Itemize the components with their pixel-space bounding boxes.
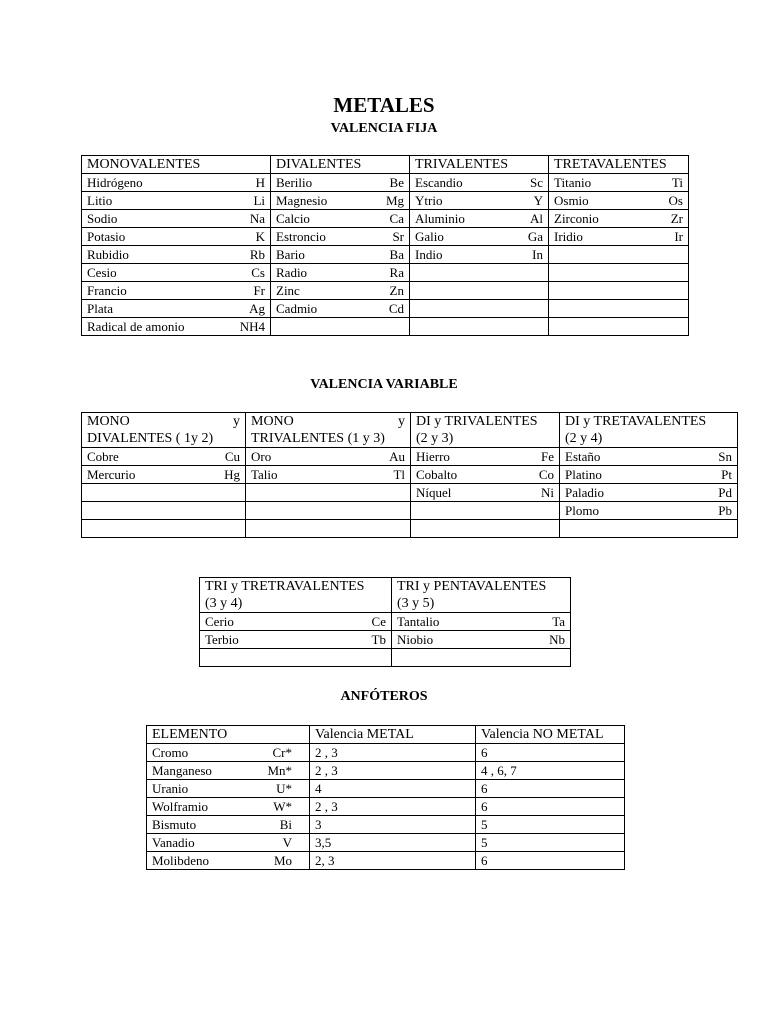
table-row — [82, 264, 689, 282]
element-cell — [410, 318, 549, 336]
element-symbol: H — [255, 175, 265, 190]
valencia-metal-cell: 3 — [310, 816, 476, 834]
header-line: (2 y 3) — [416, 431, 454, 446]
header-line: MONO — [87, 414, 130, 429]
element-symbol: Fr — [253, 283, 265, 298]
element-name: Rubidio — [87, 247, 129, 262]
table-header-row — [82, 413, 738, 448]
element-cell — [549, 192, 689, 210]
element-symbol: In — [532, 247, 543, 262]
element-cell — [271, 264, 410, 282]
element-name: Zinc — [276, 283, 300, 298]
table-row — [82, 192, 689, 210]
column-header: Valencia NO METAL — [476, 726, 625, 744]
element-cell — [82, 174, 271, 192]
element-name: Cobre — [87, 449, 119, 464]
element-cell — [82, 484, 246, 502]
element-symbol: Ir — [674, 229, 683, 244]
element-cell — [246, 520, 411, 538]
valencia-fija-table — [81, 155, 689, 336]
element-symbol: Cr* — [272, 745, 292, 760]
element-cell — [410, 174, 549, 192]
element-symbol: Na — [249, 211, 265, 226]
element-name: Bario — [276, 247, 305, 262]
element-cell — [560, 448, 738, 466]
table-row — [147, 744, 625, 762]
header-line: TRI y PENTAVALENTES — [397, 579, 547, 594]
valencia-metal-cell: 2, 3 — [310, 852, 476, 870]
element-symbol: K — [255, 229, 265, 244]
column-header: ELEMENTO — [147, 726, 310, 744]
element-cell — [392, 631, 571, 649]
element-symbol: Tl — [393, 467, 405, 482]
element-symbol: Ce — [371, 614, 386, 629]
element-cell — [549, 210, 689, 228]
valencia-metal-cell: 2 , 3 — [310, 762, 476, 780]
element-cell — [147, 852, 310, 870]
section-title-valencia-variable: VALENCIA VARIABLE — [310, 377, 458, 392]
element-symbol: Mo — [273, 853, 292, 868]
anfoteros-table — [146, 725, 625, 870]
element-cell — [147, 798, 310, 816]
element-cell — [271, 228, 410, 246]
element-symbol: Pd — [718, 485, 732, 500]
element-symbol: NH4 — [239, 319, 265, 334]
element-name: Francio — [87, 283, 127, 298]
element-name: Paladio — [565, 485, 604, 500]
table-row — [200, 631, 571, 649]
element-cell — [271, 318, 410, 336]
table-row — [147, 798, 625, 816]
element-symbol: Fe — [541, 449, 554, 464]
element-cell — [82, 228, 271, 246]
table-row — [82, 228, 689, 246]
valencia-no-metal-cell: 6 — [476, 852, 625, 870]
element-symbol: Ti — [671, 175, 683, 190]
element-cell — [411, 520, 560, 538]
valencia-metal-cell: 2 , 3 — [310, 744, 476, 762]
element-name: Terbio — [205, 632, 239, 647]
page-title: METALES — [333, 93, 435, 117]
element-name: Cesio — [87, 265, 117, 280]
table-row — [147, 816, 625, 834]
element-cell — [549, 228, 689, 246]
table-row — [82, 466, 738, 484]
element-name: Plomo — [565, 503, 599, 518]
column-header — [200, 578, 392, 613]
element-symbol: Ba — [389, 247, 404, 262]
element-cell — [411, 448, 560, 466]
element-name: Radical de amonio — [87, 319, 185, 334]
valencia-no-metal-cell: 6 — [476, 780, 625, 798]
element-name: Platino — [565, 467, 602, 482]
element-symbol: Sr — [392, 229, 404, 244]
header-line: y — [398, 414, 405, 429]
element-name: Ytrio — [415, 193, 443, 208]
header-line: TRI y TRETRAVALENTES — [205, 579, 365, 594]
element-cell — [271, 300, 410, 318]
element-name: Molibdeno — [152, 853, 210, 868]
valencia-metal-cell: 4 — [310, 780, 476, 798]
element-cell — [549, 246, 689, 264]
element-cell — [200, 613, 392, 631]
valencia-no-metal-cell: 6 — [476, 798, 625, 816]
element-cell — [82, 282, 271, 300]
element-cell — [147, 834, 310, 852]
element-cell — [82, 520, 246, 538]
valencia-metal-cell: 2 , 3 — [310, 798, 476, 816]
column-header: TRETAVALENTES — [549, 156, 689, 174]
element-symbol: Co — [538, 467, 554, 482]
element-cell — [560, 484, 738, 502]
element-name: Tantalio — [397, 614, 440, 629]
element-name: Manganeso — [152, 763, 212, 778]
element-name: Iridio — [554, 229, 583, 244]
element-cell — [147, 816, 310, 834]
element-name: Potasio — [87, 229, 126, 244]
element-name: Cobalto — [416, 467, 458, 482]
element-cell — [246, 466, 411, 484]
element-cell — [82, 246, 271, 264]
element-cell — [246, 502, 411, 520]
element-cell — [549, 282, 689, 300]
valencia-no-metal-cell: 4 , 6, 7 — [476, 762, 625, 780]
header-line: (3 y 5) — [397, 596, 435, 611]
element-name: Cromo — [152, 745, 189, 760]
column-header — [560, 413, 738, 448]
valencia-variable-table — [81, 412, 738, 538]
element-cell — [410, 246, 549, 264]
valencia-no-metal-cell: 6 — [476, 744, 625, 762]
element-name: Oro — [251, 449, 272, 464]
element-symbol: Rb — [249, 247, 265, 262]
element-name: Wolframio — [152, 799, 208, 814]
table-header-row — [200, 578, 571, 613]
column-header — [392, 578, 571, 613]
element-symbol: Li — [253, 193, 265, 208]
element-name: Cerio — [205, 614, 234, 629]
element-cell — [560, 502, 738, 520]
element-name: Titanio — [554, 175, 592, 190]
element-symbol: Hg — [224, 467, 240, 482]
element-cell — [410, 192, 549, 210]
tri-tetra-penta-table — [199, 577, 571, 667]
element-symbol: W* — [273, 799, 292, 814]
element-symbol: Ag — [249, 301, 265, 316]
header-line: DIVALENTES ( 1y 2) — [87, 431, 214, 446]
element-symbol: Tb — [371, 632, 386, 647]
element-symbol: Cu — [224, 449, 240, 464]
header-line: DI y TRIVALENTES — [416, 414, 538, 429]
element-symbol: Ta — [552, 614, 565, 629]
element-name: Níquel — [416, 485, 452, 500]
element-symbol: Mn* — [267, 763, 292, 778]
valencia-metal-cell: 3,5 — [310, 834, 476, 852]
element-name: Plata — [87, 301, 113, 316]
section-title-anfoteros: ANFÓTEROS — [340, 689, 428, 704]
element-cell — [82, 318, 271, 336]
element-cell — [271, 174, 410, 192]
element-symbol: Bi — [279, 817, 292, 832]
element-symbol: Pt — [721, 467, 732, 482]
header-line: DI y TRETAVALENTES — [565, 414, 707, 429]
element-name: Osmio — [554, 193, 589, 208]
element-cell — [271, 246, 410, 264]
element-cell — [549, 174, 689, 192]
element-cell — [271, 282, 410, 300]
element-cell — [82, 466, 246, 484]
table-row — [200, 613, 571, 631]
element-symbol: Cd — [388, 301, 404, 316]
column-header — [246, 413, 411, 448]
table-row — [82, 318, 689, 336]
element-cell — [410, 282, 549, 300]
element-symbol: Ni — [541, 485, 554, 500]
element-cell — [549, 300, 689, 318]
element-symbol: Pb — [718, 503, 732, 518]
element-name: Berilio — [276, 175, 313, 190]
column-header: DIVALENTES — [271, 156, 410, 174]
column-header: MONOVALENTES — [82, 156, 271, 174]
element-name: Mercurio — [87, 467, 136, 482]
element-name: Magnesio — [276, 193, 328, 208]
table-row — [82, 246, 689, 264]
element-cell — [147, 762, 310, 780]
column-header: TRIVALENTES — [410, 156, 549, 174]
table-row — [200, 649, 571, 667]
element-cell — [560, 466, 738, 484]
element-symbol: Au — [389, 449, 405, 464]
element-cell — [410, 300, 549, 318]
element-cell — [411, 466, 560, 484]
element-symbol: Os — [668, 193, 683, 208]
element-symbol: Zn — [389, 283, 404, 298]
header-line: MONO — [251, 414, 294, 429]
element-name: Indio — [415, 247, 443, 262]
element-symbol: Be — [389, 175, 404, 190]
element-cell — [147, 744, 310, 762]
element-symbol: U* — [276, 781, 292, 796]
table-row — [82, 448, 738, 466]
element-symbol: Ca — [389, 211, 404, 226]
element-name: Sodio — [87, 211, 118, 226]
header-line: (2 y 4) — [565, 431, 603, 446]
table-row — [82, 174, 689, 192]
header-line: (3 y 4) — [205, 596, 243, 611]
table-row — [82, 210, 689, 228]
element-symbol: Mg — [385, 193, 404, 208]
element-cell — [147, 780, 310, 798]
element-name: Galio — [415, 229, 444, 244]
element-name: Bismuto — [152, 817, 197, 832]
element-cell — [82, 192, 271, 210]
element-name: Hidrógeno — [87, 175, 143, 190]
element-symbol: Al — [530, 211, 543, 226]
element-name: Uranio — [152, 781, 189, 796]
header-line: y — [233, 414, 240, 429]
element-symbol: Ra — [389, 265, 404, 280]
element-name: Estaño — [565, 449, 601, 464]
element-cell — [410, 228, 549, 246]
element-symbol: Ga — [527, 229, 543, 244]
element-cell — [82, 502, 246, 520]
element-name: Vanadio — [152, 835, 195, 850]
table-row — [147, 780, 625, 798]
element-cell — [82, 264, 271, 282]
element-cell — [410, 264, 549, 282]
valencia-no-metal-cell: 5 — [476, 816, 625, 834]
element-cell — [82, 448, 246, 466]
element-name: Cadmio — [276, 301, 318, 316]
element-name: Zirconio — [554, 211, 599, 226]
element-name: Aluminio — [415, 211, 465, 226]
element-symbol: Sn — [718, 449, 732, 464]
element-name: Radio — [276, 265, 308, 280]
section-title-valencia-fija: VALENCIA FIJA — [330, 121, 438, 136]
element-cell — [549, 318, 689, 336]
table-row — [147, 852, 625, 870]
element-cell — [411, 484, 560, 502]
element-cell — [246, 484, 411, 502]
element-name: Hierro — [416, 449, 450, 464]
element-cell — [410, 210, 549, 228]
element-cell — [246, 448, 411, 466]
element-cell — [200, 649, 392, 667]
element-cell — [411, 502, 560, 520]
table-row — [147, 762, 625, 780]
table-header-row — [82, 156, 689, 174]
element-name: Litio — [87, 193, 113, 208]
element-symbol: Zr — [670, 211, 683, 226]
element-symbol: Sc — [530, 175, 543, 190]
valencia-no-metal-cell: 5 — [476, 834, 625, 852]
element-cell — [271, 192, 410, 210]
header-line: TRIVALENTES (1 y 3) — [251, 431, 385, 446]
element-cell — [392, 613, 571, 631]
element-name: Estroncio — [276, 229, 326, 244]
column-header — [411, 413, 560, 448]
element-symbol: Y — [533, 193, 543, 208]
element-name: Escandio — [415, 175, 463, 190]
element-symbol: V — [282, 835, 292, 850]
element-name: Niobio — [397, 632, 434, 647]
table-row — [82, 484, 738, 502]
element-cell — [392, 649, 571, 667]
element-cell — [271, 210, 410, 228]
table-row — [82, 502, 738, 520]
element-cell — [200, 631, 392, 649]
column-header: Valencia METAL — [310, 726, 476, 744]
element-symbol: Nb — [549, 632, 565, 647]
element-name: Talio — [251, 467, 278, 482]
table-row — [82, 282, 689, 300]
element-name: Calcio — [276, 211, 310, 226]
table-row — [82, 300, 689, 318]
element-symbol: Cs — [251, 265, 265, 280]
column-header — [82, 413, 246, 448]
element-cell — [560, 520, 738, 538]
table-row — [147, 834, 625, 852]
element-cell — [82, 300, 271, 318]
table-row — [82, 520, 738, 538]
element-cell — [82, 210, 271, 228]
table-header-row — [147, 726, 625, 744]
element-cell — [549, 264, 689, 282]
